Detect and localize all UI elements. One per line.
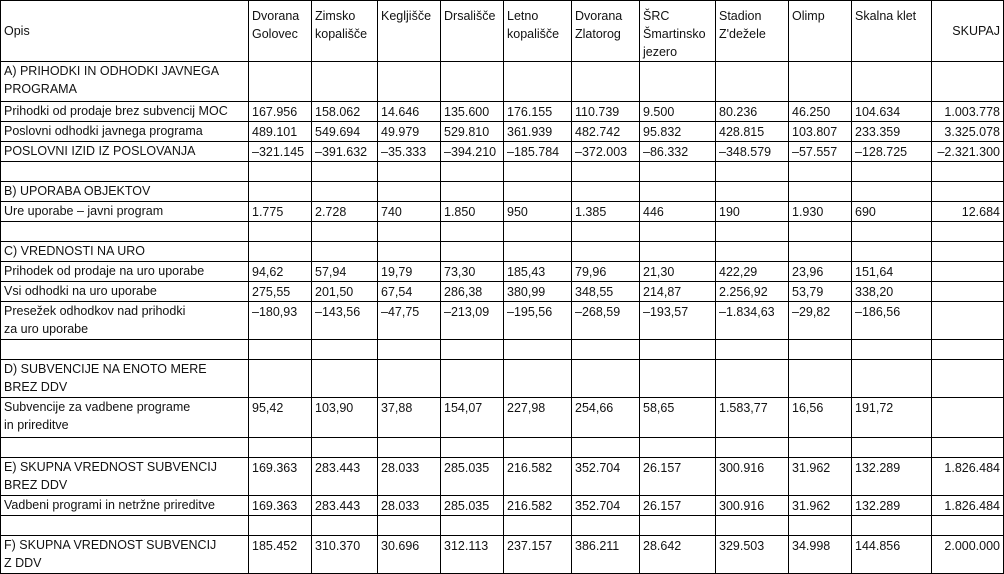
row-label: Prihodki od prodaje brez subvencij MOC <box>1 102 249 122</box>
row-label: Subvencije za vadbene programe in prireditve <box>1 398 249 438</box>
table-cell <box>852 438 932 458</box>
table-cell <box>640 62 716 102</box>
table-cell <box>640 438 716 458</box>
table-cell: 176.155 <box>504 102 572 122</box>
table-cell <box>716 182 789 202</box>
table-cell <box>789 162 852 182</box>
column-header: Letno kopališče <box>504 1 572 62</box>
table-row <box>1 360 1004 398</box>
table-cell: 57,94 <box>312 262 378 282</box>
table-cell: 1.583,77 <box>716 398 789 438</box>
table-cell <box>378 222 441 242</box>
table-row <box>1 516 1004 536</box>
table-cell: 1.826.484 <box>932 458 1004 496</box>
table-cell <box>852 340 932 360</box>
table-cell <box>572 162 640 182</box>
table-cell: 14.646 <box>378 102 441 122</box>
table-cell <box>640 222 716 242</box>
table-cell <box>789 62 852 102</box>
table-row <box>1 496 1004 516</box>
table-cell <box>716 438 789 458</box>
table-cell: –180,93 <box>249 302 312 340</box>
table-cell: –143,56 <box>312 302 378 340</box>
table-cell: 28.033 <box>378 496 441 516</box>
table-row <box>1 340 1004 360</box>
table-cell <box>312 182 378 202</box>
table-cell <box>932 340 1004 360</box>
column-header: Olimp <box>789 1 852 62</box>
table-cell: 31.962 <box>789 458 852 496</box>
table-cell <box>312 516 378 536</box>
table-cell <box>504 242 572 262</box>
column-header: Dvorana Golovec <box>249 1 312 62</box>
table-cell: 386.211 <box>572 536 640 574</box>
row-label <box>1 438 249 458</box>
row-label: A) PRIHODKI IN ODHODKI JAVNEGA PROGRAMA <box>1 62 249 102</box>
table-cell: –321.145 <box>249 142 312 162</box>
table-cell: –193,57 <box>640 302 716 340</box>
table-cell: 67,54 <box>378 282 441 302</box>
table-cell <box>249 182 312 202</box>
table-cell <box>572 242 640 262</box>
table-cell: 169.363 <box>249 496 312 516</box>
table-cell <box>789 360 852 398</box>
table-row <box>1 102 1004 122</box>
table-cell: 135.600 <box>441 102 504 122</box>
table-cell <box>852 516 932 536</box>
table-cell: 94,62 <box>249 262 312 282</box>
table-cell: –268,59 <box>572 302 640 340</box>
table-cell: –186,56 <box>852 302 932 340</box>
row-label: Vadbeni programi in netržne prireditve <box>1 496 249 516</box>
table-cell: 950 <box>504 202 572 222</box>
table-cell <box>789 222 852 242</box>
table-row <box>1 162 1004 182</box>
table-row <box>1 536 1004 574</box>
table-cell: 352.704 <box>572 496 640 516</box>
table-cell: –394.210 <box>441 142 504 162</box>
table-cell: –128.725 <box>852 142 932 162</box>
table-header-row <box>1 1 1004 62</box>
table-cell: 26.157 <box>640 458 716 496</box>
table-cell: 79,96 <box>572 262 640 282</box>
table-cell: –57.557 <box>789 142 852 162</box>
table-cell: –2.321.300 <box>932 142 1004 162</box>
table-cell: 58,65 <box>640 398 716 438</box>
table-cell <box>932 262 1004 282</box>
table-cell <box>640 340 716 360</box>
table-cell <box>572 182 640 202</box>
table-cell: –372.003 <box>572 142 640 162</box>
table-cell: 31.962 <box>789 496 852 516</box>
table-cell <box>716 516 789 536</box>
table-cell: 285.035 <box>441 496 504 516</box>
table-cell: 300.916 <box>716 458 789 496</box>
table-row <box>1 142 1004 162</box>
table-cell <box>572 62 640 102</box>
table-row <box>1 182 1004 202</box>
table-cell: –1.834,63 <box>716 302 789 340</box>
row-label: Vsi odhodki na uro uporabe <box>1 282 249 302</box>
table-cell: 690 <box>852 202 932 222</box>
table-cell <box>378 340 441 360</box>
column-header: Stadion Z'dežele <box>716 1 789 62</box>
table-cell <box>441 62 504 102</box>
table-cell: –391.632 <box>312 142 378 162</box>
table-cell: 286,38 <box>441 282 504 302</box>
table-cell: 26.157 <box>640 496 716 516</box>
table-cell <box>312 340 378 360</box>
table-cell <box>504 62 572 102</box>
table-cell: 46.250 <box>789 102 852 122</box>
table-cell: –29,82 <box>789 302 852 340</box>
table-cell <box>852 242 932 262</box>
row-label: C) VREDNOSTI NA URO <box>1 242 249 262</box>
table-cell <box>504 182 572 202</box>
table-cell <box>572 516 640 536</box>
table-cell <box>249 438 312 458</box>
table-cell <box>378 62 441 102</box>
table-cell <box>640 162 716 182</box>
table-cell <box>312 62 378 102</box>
table-cell: 110.739 <box>572 102 640 122</box>
table-cell: –185.784 <box>504 142 572 162</box>
table-cell: 3.325.078 <box>932 122 1004 142</box>
table-cell: 275,55 <box>249 282 312 302</box>
table-cell: –86.332 <box>640 142 716 162</box>
table-cell <box>378 438 441 458</box>
table-row <box>1 242 1004 262</box>
table-cell <box>504 360 572 398</box>
table-cell: –35.333 <box>378 142 441 162</box>
table-cell: 1.850 <box>441 202 504 222</box>
table-cell <box>716 162 789 182</box>
table-cell <box>504 438 572 458</box>
table-cell <box>441 360 504 398</box>
table-cell <box>789 182 852 202</box>
table-cell <box>312 222 378 242</box>
row-label: F) SKUPNA VREDNOST SUBVENCIJ Z DDV <box>1 536 249 574</box>
table-cell: –47,75 <box>378 302 441 340</box>
table-cell: 361.939 <box>504 122 572 142</box>
table-cell: 28.642 <box>640 536 716 574</box>
table-cell <box>932 360 1004 398</box>
table-cell <box>441 222 504 242</box>
row-label <box>1 516 249 536</box>
table-cell <box>312 242 378 262</box>
table-cell <box>441 340 504 360</box>
table-cell <box>378 242 441 262</box>
column-header-opis: Opis <box>1 1 249 62</box>
column-header: Dvorana Zlatorog <box>572 1 640 62</box>
table-cell: 283.443 <box>312 496 378 516</box>
table-cell <box>852 360 932 398</box>
table-cell: 2.000.000 <box>932 536 1004 574</box>
table-cell <box>504 222 572 242</box>
table-cell <box>716 242 789 262</box>
table-cell: 80.236 <box>716 102 789 122</box>
row-label <box>1 340 249 360</box>
row-label: POSLOVNI IZID IZ POSLOVANJA <box>1 142 249 162</box>
table-cell: 151,64 <box>852 262 932 282</box>
table-cell: 95,42 <box>249 398 312 438</box>
table-cell: 422,29 <box>716 262 789 282</box>
table-row <box>1 458 1004 496</box>
row-label: B) UPORABA OBJEKTOV <box>1 182 249 202</box>
table-cell: 1.826.484 <box>932 496 1004 516</box>
table-cell <box>572 340 640 360</box>
table-cell <box>932 222 1004 242</box>
table-cell: 73,30 <box>441 262 504 282</box>
table-cell: 380,99 <box>504 282 572 302</box>
table-cell: 310.370 <box>312 536 378 574</box>
table-cell: 190 <box>716 202 789 222</box>
table-cell: 348,55 <box>572 282 640 302</box>
table-cell: 300.916 <box>716 496 789 516</box>
table-cell: 49.979 <box>378 122 441 142</box>
table-cell: 132.289 <box>852 458 932 496</box>
table-cell: 158.062 <box>312 102 378 122</box>
table-cell <box>852 162 932 182</box>
table-cell <box>504 340 572 360</box>
table-cell: 2.256,92 <box>716 282 789 302</box>
table-cell <box>852 62 932 102</box>
table-cell <box>441 242 504 262</box>
table-cell <box>312 360 378 398</box>
table-cell: 489.101 <box>249 122 312 142</box>
table-cell <box>852 182 932 202</box>
row-label: Poslovni odhodki javnega programa <box>1 122 249 142</box>
table-cell <box>378 360 441 398</box>
table-cell <box>932 398 1004 438</box>
table-cell <box>572 360 640 398</box>
table-cell: 529.810 <box>441 122 504 142</box>
table-cell <box>312 438 378 458</box>
table-cell: 237.157 <box>504 536 572 574</box>
row-label: E) SKUPNA VREDNOST SUBVENCIJ BREZ DDV <box>1 458 249 496</box>
table-cell: 21,30 <box>640 262 716 282</box>
table-cell <box>441 516 504 536</box>
table-cell <box>504 162 572 182</box>
column-header: Zimsko kopališče <box>312 1 378 62</box>
table-cell: 227,98 <box>504 398 572 438</box>
table-row <box>1 122 1004 142</box>
table-cell <box>572 438 640 458</box>
table-cell <box>716 222 789 242</box>
table-cell: 201,50 <box>312 282 378 302</box>
table-cell: 428.815 <box>716 122 789 142</box>
row-label: Ure uporabe – javni program <box>1 202 249 222</box>
table-cell <box>932 282 1004 302</box>
table-cell: 37,88 <box>378 398 441 438</box>
table-cell: 549.694 <box>312 122 378 142</box>
table-cell: 285.035 <box>441 458 504 496</box>
column-header: ŠRC Šmartinsko jezero <box>640 1 716 62</box>
table-cell <box>932 182 1004 202</box>
table-row <box>1 398 1004 438</box>
row-label: Presežek odhodkov nad prihodki za uro uporabe <box>1 302 249 340</box>
column-header: SKUPAJ <box>932 1 1004 62</box>
table-cell <box>932 302 1004 340</box>
table-cell: 185.452 <box>249 536 312 574</box>
table-cell: 95.832 <box>640 122 716 142</box>
table-cell <box>932 62 1004 102</box>
table-cell: 23,96 <box>789 262 852 282</box>
table-cell: 740 <box>378 202 441 222</box>
table-cell: 154,07 <box>441 398 504 438</box>
column-header: Kegljišče <box>378 1 441 62</box>
table-row <box>1 62 1004 102</box>
table-cell: 329.503 <box>716 536 789 574</box>
table-cell: 191,72 <box>852 398 932 438</box>
table-cell: 9.500 <box>640 102 716 122</box>
table-cell: –348.579 <box>716 142 789 162</box>
table-cell: 19,79 <box>378 262 441 282</box>
table-cell <box>441 438 504 458</box>
row-label <box>1 162 249 182</box>
table-cell <box>932 438 1004 458</box>
table-row <box>1 222 1004 242</box>
row-label: D) SUBVENCIJE NA ENOTO MERE BREZ DDV <box>1 360 249 398</box>
table-cell <box>249 162 312 182</box>
table-cell <box>378 162 441 182</box>
table-cell: 169.363 <box>249 458 312 496</box>
table-cell <box>640 242 716 262</box>
column-header: Skalna klet <box>852 1 932 62</box>
table-row <box>1 438 1004 458</box>
table-cell <box>249 340 312 360</box>
table-cell <box>378 182 441 202</box>
table-cell <box>441 182 504 202</box>
table-cell: 312.113 <box>441 536 504 574</box>
table-cell <box>789 242 852 262</box>
table-cell: 28.033 <box>378 458 441 496</box>
table-cell <box>378 516 441 536</box>
table-cell <box>249 242 312 262</box>
table-cell <box>932 162 1004 182</box>
table-cell: 1.930 <box>789 202 852 222</box>
table-cell: 132.289 <box>852 496 932 516</box>
table-cell: 233.359 <box>852 122 932 142</box>
table-cell <box>312 162 378 182</box>
table-cell <box>716 62 789 102</box>
table-cell <box>572 222 640 242</box>
table-cell: 12.684 <box>932 202 1004 222</box>
table-row <box>1 262 1004 282</box>
table-cell: 53,79 <box>789 282 852 302</box>
table-cell: 1.385 <box>572 202 640 222</box>
table-cell <box>789 340 852 360</box>
table-cell <box>852 222 932 242</box>
table-cell <box>640 182 716 202</box>
table-cell: 214,87 <box>640 282 716 302</box>
table-cell: –213,09 <box>441 302 504 340</box>
table-cell: 16,56 <box>789 398 852 438</box>
table-cell: 185,43 <box>504 262 572 282</box>
table-cell <box>789 516 852 536</box>
table-cell <box>640 360 716 398</box>
table-cell <box>249 360 312 398</box>
table-cell <box>441 162 504 182</box>
table-cell: 352.704 <box>572 458 640 496</box>
table-cell <box>504 516 572 536</box>
table-cell: 34.998 <box>789 536 852 574</box>
table-cell: 446 <box>640 202 716 222</box>
table-cell <box>249 516 312 536</box>
table-cell: 30.696 <box>378 536 441 574</box>
table-cell: 1.775 <box>249 202 312 222</box>
table-row <box>1 282 1004 302</box>
table-row <box>1 202 1004 222</box>
table-cell <box>789 438 852 458</box>
table-cell <box>716 340 789 360</box>
table-cell <box>249 222 312 242</box>
table-cell: 283.443 <box>312 458 378 496</box>
row-label: Prihodek od prodaje na uro uporabe <box>1 262 249 282</box>
table-cell <box>932 242 1004 262</box>
table-cell: 104.634 <box>852 102 932 122</box>
table-cell: 144.856 <box>852 536 932 574</box>
table-cell: –195,56 <box>504 302 572 340</box>
table-cell: 254,66 <box>572 398 640 438</box>
table-cell: 167.956 <box>249 102 312 122</box>
row-label <box>1 222 249 242</box>
table-cell <box>249 62 312 102</box>
table-cell: 216.582 <box>504 458 572 496</box>
table-cell: 103.807 <box>789 122 852 142</box>
table-cell <box>932 516 1004 536</box>
table-cell <box>716 360 789 398</box>
table-cell: 103,90 <box>312 398 378 438</box>
table-row <box>1 302 1004 340</box>
table-cell <box>640 516 716 536</box>
table-cell: 482.742 <box>572 122 640 142</box>
table-cell: 1.003.778 <box>932 102 1004 122</box>
table-cell: 338,20 <box>852 282 932 302</box>
table-cell: 216.582 <box>504 496 572 516</box>
column-header: Drsališče <box>441 1 504 62</box>
table-cell: 2.728 <box>312 202 378 222</box>
